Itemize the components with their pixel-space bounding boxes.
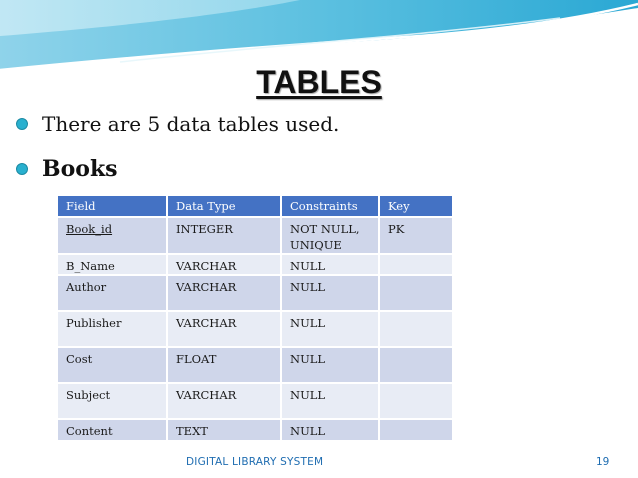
table-cell: NOT NULL, UNIQUE <box>281 217 379 254</box>
table-cell: VARCHAR <box>167 275 281 311</box>
table-cell: B_Name <box>58 254 167 275</box>
slide-footer: DIGITAL LIBRARY SYSTEM <box>186 456 324 468</box>
table-cell <box>379 383 452 419</box>
table-row <box>58 383 452 419</box>
table-row <box>58 419 452 441</box>
header-data-type: Data Type <box>167 196 281 217</box>
table-row <box>58 347 452 383</box>
table-row <box>58 254 452 275</box>
table-cell: NULL <box>281 275 379 311</box>
table-cell: TEXT <box>167 419 281 441</box>
table-cell: VARCHAR <box>167 311 281 347</box>
table-cell: NULL <box>281 383 379 419</box>
table-cell: Cost <box>58 347 167 383</box>
table-cell: NULL <box>281 347 379 383</box>
bullet-text: There are 5 data tables used. <box>42 112 340 136</box>
table-cell: NULL <box>281 311 379 347</box>
bullet-dot-icon <box>16 118 28 130</box>
bullet-item <box>16 156 118 182</box>
table-cell: NULL <box>281 419 379 441</box>
books-table <box>58 196 452 442</box>
header-constraints: Constraints <box>281 196 379 217</box>
table-cell: NULL <box>281 254 379 275</box>
table-cell <box>379 419 452 441</box>
table-row <box>58 275 452 311</box>
table-cell: Content <box>58 419 167 441</box>
header-field: Field <box>58 196 167 217</box>
header-key: Key <box>379 196 452 217</box>
table-cell <box>379 347 452 383</box>
table-cell: Subject <box>58 383 167 419</box>
table-cell: PK <box>379 217 452 254</box>
bullet-text: Books <box>42 156 118 182</box>
table-cell: VARCHAR <box>167 383 281 419</box>
table-cell: Publisher <box>58 311 167 347</box>
table-row <box>58 217 452 254</box>
table-cell: Book_id <box>58 217 167 254</box>
bullet-dot-icon <box>16 163 28 175</box>
table-cell <box>379 275 452 311</box>
table-cell <box>379 311 452 347</box>
table-cell: INTEGER <box>167 217 281 254</box>
table-cell <box>379 254 452 275</box>
bullet-item <box>16 112 339 136</box>
table-header-row <box>58 196 452 217</box>
table-cell: Author <box>58 275 167 311</box>
table-row <box>58 311 452 347</box>
table-cell: VARCHAR <box>167 254 281 275</box>
slide-title: TABLES <box>256 64 382 100</box>
table-cell: FLOAT <box>167 347 281 383</box>
page-number: 19 <box>596 456 610 468</box>
